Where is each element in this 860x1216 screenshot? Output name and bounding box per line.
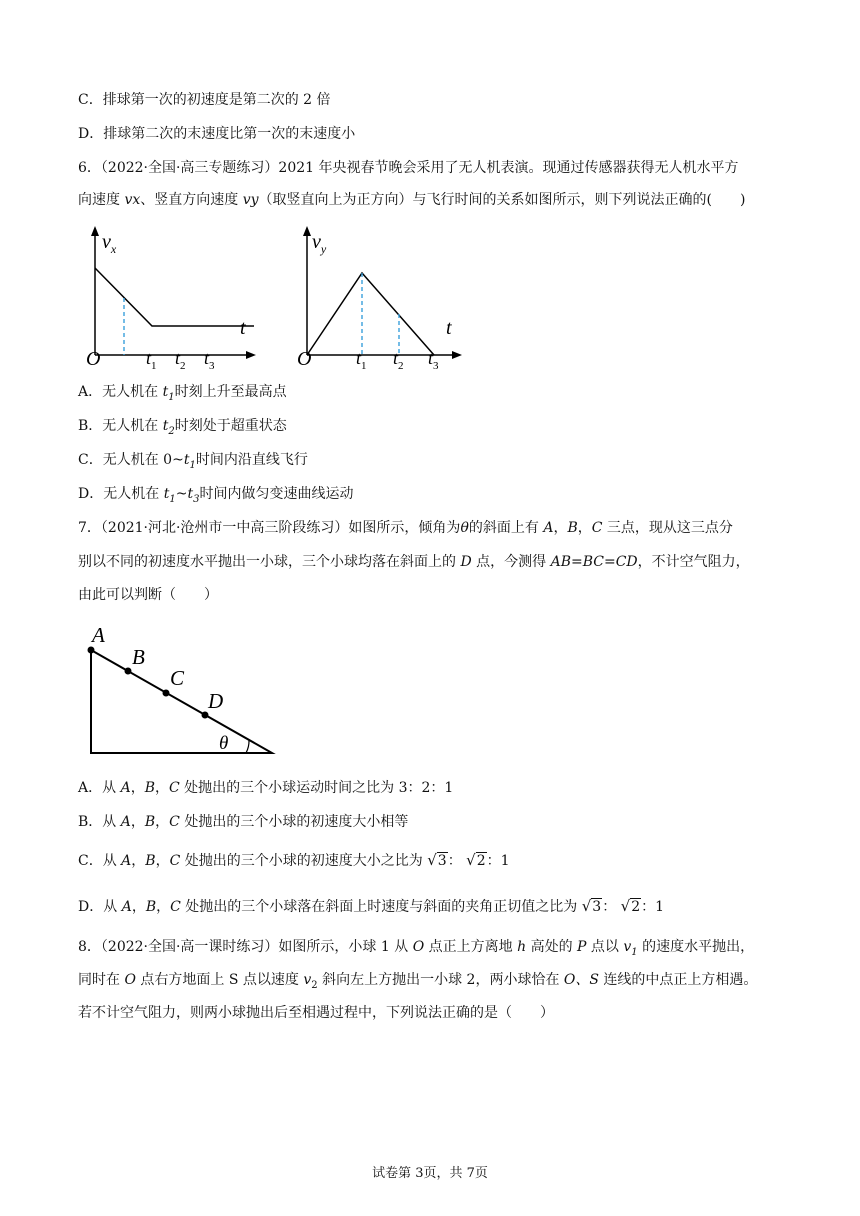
q5-option-c: C．排球第一次的初速度是第二次的 2 倍: [78, 92, 331, 108]
tick-t1: $t_1$: [146, 348, 157, 372]
point-a: [88, 647, 95, 654]
angle-theta-label: θ: [219, 733, 229, 754]
incline-diagram: [80, 620, 290, 760]
sqrt-2: √2: [620, 897, 641, 915]
q6-option-d: D．无人机在 $t_1\sim t_3$时间内做匀变速曲线运动: [78, 486, 354, 505]
label-b: B: [132, 645, 145, 669]
tick-t2: $t_2$: [175, 348, 186, 372]
point-c: [163, 690, 170, 697]
t-axis-label: t: [240, 317, 246, 339]
sqrt-3: √3: [581, 897, 602, 915]
q7-stem-line3: 由此可以判断（ ）: [78, 587, 218, 603]
origin-label: O: [297, 348, 312, 370]
vy-curve: [307, 273, 434, 355]
t-axis-label: t: [446, 317, 452, 339]
label-d: D: [208, 689, 224, 713]
tick-t1: $t_1$: [356, 348, 367, 372]
vy-t-graph: [288, 222, 468, 372]
q5-option-d: D．排球第二次的末速度比第一次的末速度小: [78, 126, 356, 142]
q8-stem-line2: 同时在 O 点右方地面上 S 点以速度 $v_2$ 斜向左上方抛出一小球 2，两小球恰在 O、S 连线的中点正上方相遇。: [78, 972, 758, 991]
vy-axis-label: $v_y$: [312, 231, 327, 256]
vx-axis-label: $v_x$: [102, 231, 117, 256]
vx-curve: [95, 268, 254, 326]
q7-option-a: A．从 A，B，C 处抛出的三个小球运动时间之比为 3：2：1: [78, 780, 454, 796]
label-a: A: [92, 623, 105, 647]
tick-t3: $t_3$: [428, 348, 439, 372]
q6-option-c: C．无人机在 $0\sim t_1$时间内沿直线飞行: [78, 452, 308, 471]
q6-stem-line1: 6．（2022·全国·高三专题练习）2021 年央视春节晚会采用了无人机表演。现通过传感器获得无人机水平方: [78, 160, 739, 176]
sqrt-3: √3: [427, 851, 447, 869]
q7-option-c: C．从 A，B，C 处抛出的三个小球的初速度大小之比为 √3： √2：1: [78, 851, 510, 869]
q6-stem-line2: 向速度 vx、竖直方向速度 vy（取竖直向上为正方向）与飞行时间的关系如图所示，则下列说法正确的( ): [78, 192, 746, 208]
q6-option-b: B．无人机在 $t_2$时刻处于超重状态: [78, 418, 287, 437]
tick-t3: $t_3$: [204, 348, 215, 372]
label-c: C: [170, 666, 185, 690]
q7-stem-line2: 别以不同的初速度水平抛出一小球，三个小球均落在斜面上的 D 点，今测得 AB=BC=CD，不计空气阻力，: [78, 554, 750, 570]
q7-option-b: B．从 A，B，C 处抛出的三个小球的初速度大小相等: [78, 814, 409, 830]
q7-stem-line1: 7．（2021·河北·沧州市一中高三阶段练习）如图所示，倾角为θ的斜面上有 A，B，C 三点，现从这三点分: [78, 520, 733, 536]
tick-t2: $t_2$: [393, 348, 404, 372]
q6-option-a: A．无人机在 $t_1$时刻上升至最高点: [78, 384, 287, 403]
angle-arc: [246, 740, 249, 753]
vx-t-graph: [82, 222, 262, 372]
q8-stem-line3: 若不计空气阻力，则两小球抛出后至相遇过程中，下列说法正确的是（ ）: [78, 1005, 554, 1021]
q8-stem-line1: 8．（2022·全国·高一课时练习）如图所示，小球 1 从 O 点正上方离地 h 高处的 P 点以 $v_1$ 的速度水平抛出，: [78, 939, 755, 958]
page-footer: 试卷第 3页，共 7页: [372, 1166, 488, 1181]
sqrt-2: √2: [466, 851, 486, 869]
point-b: [125, 668, 132, 675]
q7-option-d: D．从 A，B，C 处抛出的三个小球落在斜面上时速度与斜面的夹角正切值之比为 √3： √2：1: [78, 897, 665, 915]
origin-label: O: [86, 348, 101, 370]
